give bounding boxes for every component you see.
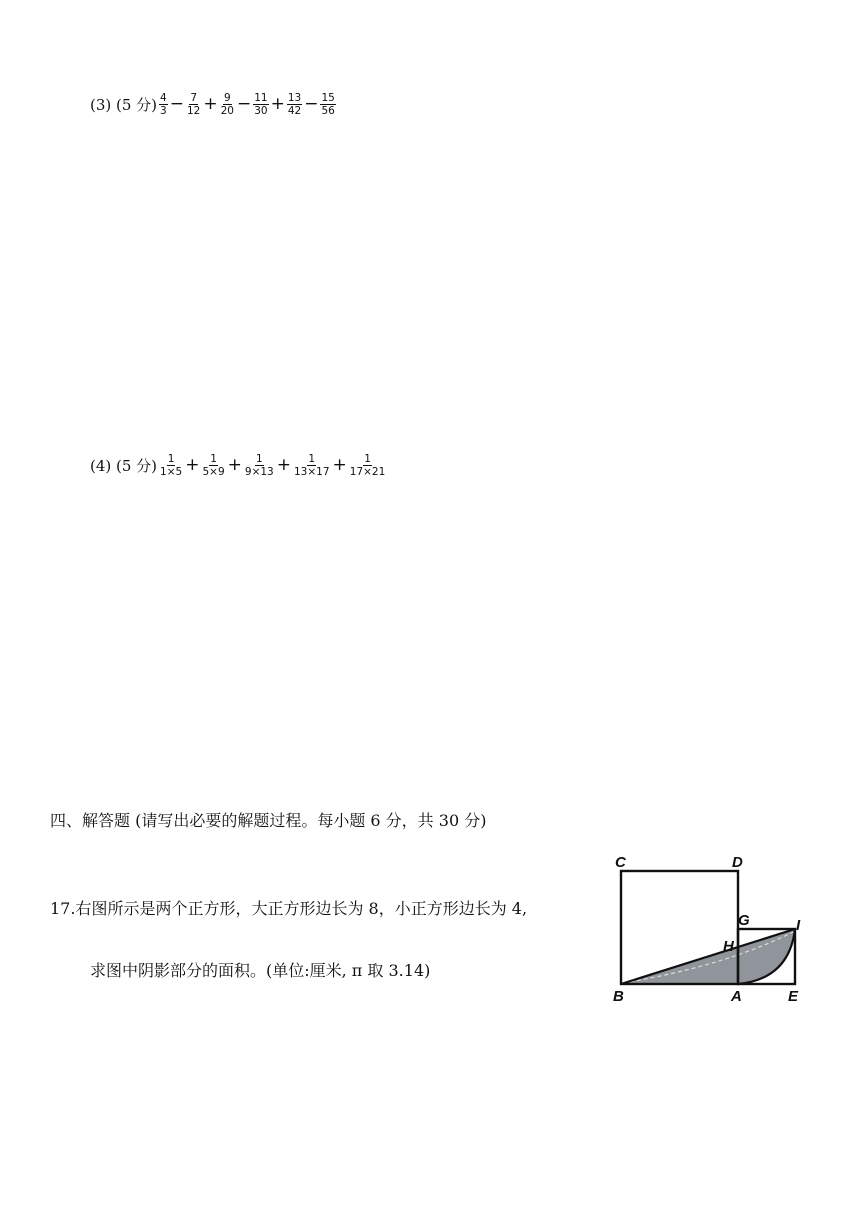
fraction: $\frac{1}{1\times 5}$: [160, 453, 183, 478]
fraction: $\frac{1}{13\times 17}$: [293, 453, 330, 478]
operator: +: [227, 455, 242, 475]
label-c: C: [615, 854, 626, 871]
problem-4-expression: [158, 453, 387, 478]
problem-3-label: (3) (5 分): [90, 96, 158, 114]
geometry-figure: [605, 848, 815, 1008]
label-a: A: [731, 988, 742, 1005]
fraction: $\frac{13}{42}$: [287, 92, 302, 117]
operator: +: [185, 455, 200, 475]
fraction: $\frac{1}{17\times 21}$: [349, 453, 386, 478]
operator: −: [304, 94, 319, 114]
operator: −: [169, 94, 184, 114]
operator: +: [203, 94, 218, 114]
fraction: $\frac{1}{5\times 9}$: [202, 453, 225, 478]
label-h: H: [723, 938, 734, 955]
question-17-line-1: 17.右图所示是两个正方形，大正方形边长为 8，小正方形边长为 4,: [50, 899, 528, 918]
operator: +: [276, 455, 291, 475]
label-d: D: [732, 854, 743, 871]
fraction: $\frac{9}{20}$: [220, 92, 234, 117]
section-title: 四、解答题 (请写出必要的解题过程。每小题 6 分，共 30 分): [50, 811, 487, 830]
problem-4-label: (4) (5 分): [90, 457, 158, 475]
operator: +: [332, 455, 347, 475]
label-e: E: [788, 988, 799, 1005]
fraction: $\frac{15}{56}$: [321, 92, 335, 117]
problem-3: [90, 92, 337, 117]
problem-3-expression: [158, 92, 337, 117]
fraction: $\frac{1}{9\times 13}$: [244, 453, 274, 478]
operator: +: [270, 94, 285, 114]
label-b: B: [613, 988, 624, 1005]
label-i: I: [796, 917, 801, 934]
problem-4: [90, 453, 387, 478]
fraction: $\frac{11}{30}$: [254, 92, 268, 117]
question-17-line-2: 求图中阴影部分的面积。(单位:厘米, π 取 3.14): [90, 961, 431, 980]
operator: −: [236, 94, 252, 114]
fraction: $\frac{7}{12}$: [186, 92, 201, 117]
fraction: $\frac{4}{3}$: [160, 92, 167, 117]
label-g: G: [738, 912, 750, 929]
